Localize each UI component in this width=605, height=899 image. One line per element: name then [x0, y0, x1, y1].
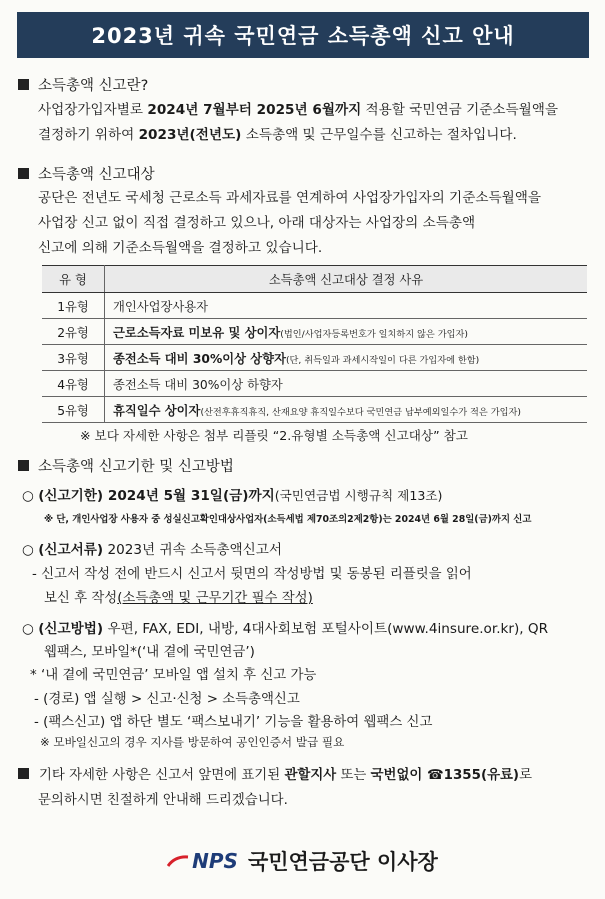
documents-detail-line1: - 신고서 작성 전에 반드시 신고서 뒷면의 작성방법 및 동봉된 리플릿을 읽어 [32, 567, 472, 582]
square-bullet-icon [18, 79, 29, 90]
reference-note: ※ 보다 자세한 사항은 첨부 리플릿 “2.유형별 소득총액 신고대상” 참고 [80, 428, 468, 443]
paragraph-line: 신고에 의해 기준소득월액을 결정하고 있습니다. [38, 240, 323, 256]
reason-main: 종전소득 대비 30%이상 하향자 [113, 377, 283, 392]
square-bullet-icon [18, 168, 29, 179]
table-row [42, 397, 587, 423]
nps-swoosh-icon [167, 854, 189, 868]
method-text: 우편, FAX, EDI, 내방, 4대사회보험 포털사이트(www.4insure.or.kr), QR [103, 621, 549, 637]
section-heading-deadline [18, 455, 234, 476]
target-type-table [42, 265, 587, 423]
reason-sub: (산전후휴직휴직, 산재요양 휴직일수보다 국민연금 납부예외일수가 적은 가입자) [200, 406, 521, 418]
table-row [42, 371, 587, 397]
targets-paragraph [38, 186, 541, 261]
deadline-text: (신고기한) 2024년 5월 31일(금)까지 [38, 488, 275, 504]
reason-main: 근로소득자료 미보유 및 상이자 [113, 325, 281, 340]
deadline-note: ※ 단, 개인사업장 사용자 중 성실신고확인대상사업자(소득세법 제70조의2제2항)는 2024년 6월 28일(금)까지 신고 [44, 514, 532, 525]
cell-type: 4유형 [42, 371, 105, 397]
cell-reason [105, 371, 588, 397]
mobile-note-3: - (팩스신고) 앱 하단 별도 ‘팩스보내기’ 기능을 활용하여 웹팩스 신고 [34, 715, 433, 730]
bold-span: 2024년 7월부터 2025년 6월까지 [147, 102, 362, 118]
cell-type: 2유형 [42, 319, 105, 345]
bold-span: 관할지사 [284, 768, 337, 783]
reason-main: 휴직일수 상이자 [113, 403, 201, 418]
deadline-law: (국민연금법 시행규칙 제13조) [274, 488, 443, 503]
documents-text: 2023년 귀속 소득총액신고서 [103, 542, 283, 558]
text-span: 또는 [336, 768, 371, 783]
square-bullet-icon [18, 460, 29, 471]
cell-reason [105, 293, 588, 319]
table-row [42, 345, 587, 371]
section-heading-text: 소득총액 신고대상 [38, 167, 155, 183]
documents-label: (신고서류) [38, 542, 104, 558]
organization-signature: 국민연금공단 이사장 [247, 850, 438, 874]
nps-logo [167, 849, 238, 873]
circle-bullet-icon: ○ [22, 621, 39, 637]
reason-main: 종전소득 대비 30%이상 상향자 [113, 351, 286, 366]
circle-bullet-icon: ○ [22, 542, 39, 558]
text-span: 소득총액 및 근무일수를 신고하는 절차입니다. [241, 127, 517, 143]
text-span: 결정하기 위하여 [38, 127, 139, 143]
text-span: 사업장가입자별로 [38, 102, 148, 118]
underlined-span: (소득총액 및 근무기간 필수 작성) [117, 591, 313, 606]
table-header-row [42, 266, 587, 293]
header-type: 유 형 [42, 266, 105, 293]
documents-detail-line2 [44, 587, 313, 606]
cell-type: 1유형 [42, 293, 105, 319]
circle-bullet-icon: ○ [22, 488, 39, 504]
page-title: 2023년 귀속 국민연금 소득총액 신고 안내 [17, 12, 589, 58]
mobile-note-2: - (경로) 앱 실행 > 신고·신청 > 소득총액신고 [34, 692, 300, 707]
text-span: 적용할 국민연금 기준소득월액을 [361, 102, 559, 118]
mobile-note-1: * ‘내 곁에 국민연금’ 모바일 앱 설치 후 신고 가능 [30, 668, 317, 683]
closing-line2: 문의하시면 친절하게 안내해 드리겠습니다. [38, 793, 288, 808]
documents-item [22, 538, 282, 558]
footer-signature [0, 846, 605, 876]
cell-type: 5유형 [42, 397, 105, 423]
cell-type: 3유형 [42, 345, 105, 371]
definition-paragraph [38, 98, 558, 148]
reason-sub: (법인/사업자등록번호가 일치하지 않은 가입자) [280, 328, 468, 340]
text-span: 기타 자세한 사항은 신고서 앞면에 표기된 [39, 768, 285, 783]
method-label: (신고방법) [38, 621, 104, 637]
section-heading-text: 소득총액 신고기한 및 신고방법 [38, 459, 234, 475]
cell-reason [105, 345, 588, 371]
paragraph-line: 공단은 전년도 국세청 근로소득 과세자료를 연계하여 사업장가입자의 기준소득월액을 [38, 190, 541, 206]
deadline-item [22, 484, 442, 504]
section-heading-text: 소득총액 신고란? [38, 78, 149, 94]
text-span: 보신 후 작성 [44, 591, 118, 606]
reason-sub: (단, 취득일과 과세시작일이 다른 가입자에 한함) [285, 354, 480, 366]
cell-reason [105, 319, 588, 345]
section-heading-definition [18, 74, 148, 95]
closing-line1 [18, 764, 532, 783]
text-span: 로 [519, 768, 532, 783]
method-line2: 웹팩스, 모바일*(‘내 곁에 국민연금’) [44, 645, 255, 660]
section-heading-targets [18, 163, 155, 184]
method-item [22, 617, 548, 637]
table-row [42, 293, 587, 319]
table-row [42, 319, 587, 345]
cell-reason [105, 397, 588, 423]
mobile-note-4: ※ 모바일신고의 경우 지사를 방문하여 공인인증서 발급 필요 [40, 735, 345, 749]
bold-span: 2023년(전년도) [138, 127, 242, 143]
header-reason: 소득총액 신고대상 결정 사유 [105, 266, 588, 293]
bold-span: 국번없이 ☎1355(유료) [370, 768, 520, 783]
logo-text: NPS [192, 849, 238, 873]
reason-main: 개인사업장사용자 [113, 299, 209, 314]
paragraph-line: 사업장 신고 없이 직접 결정하고 있으나, 아래 대상자는 사업장의 소득총액 [38, 215, 476, 231]
square-bullet-icon [18, 768, 29, 779]
